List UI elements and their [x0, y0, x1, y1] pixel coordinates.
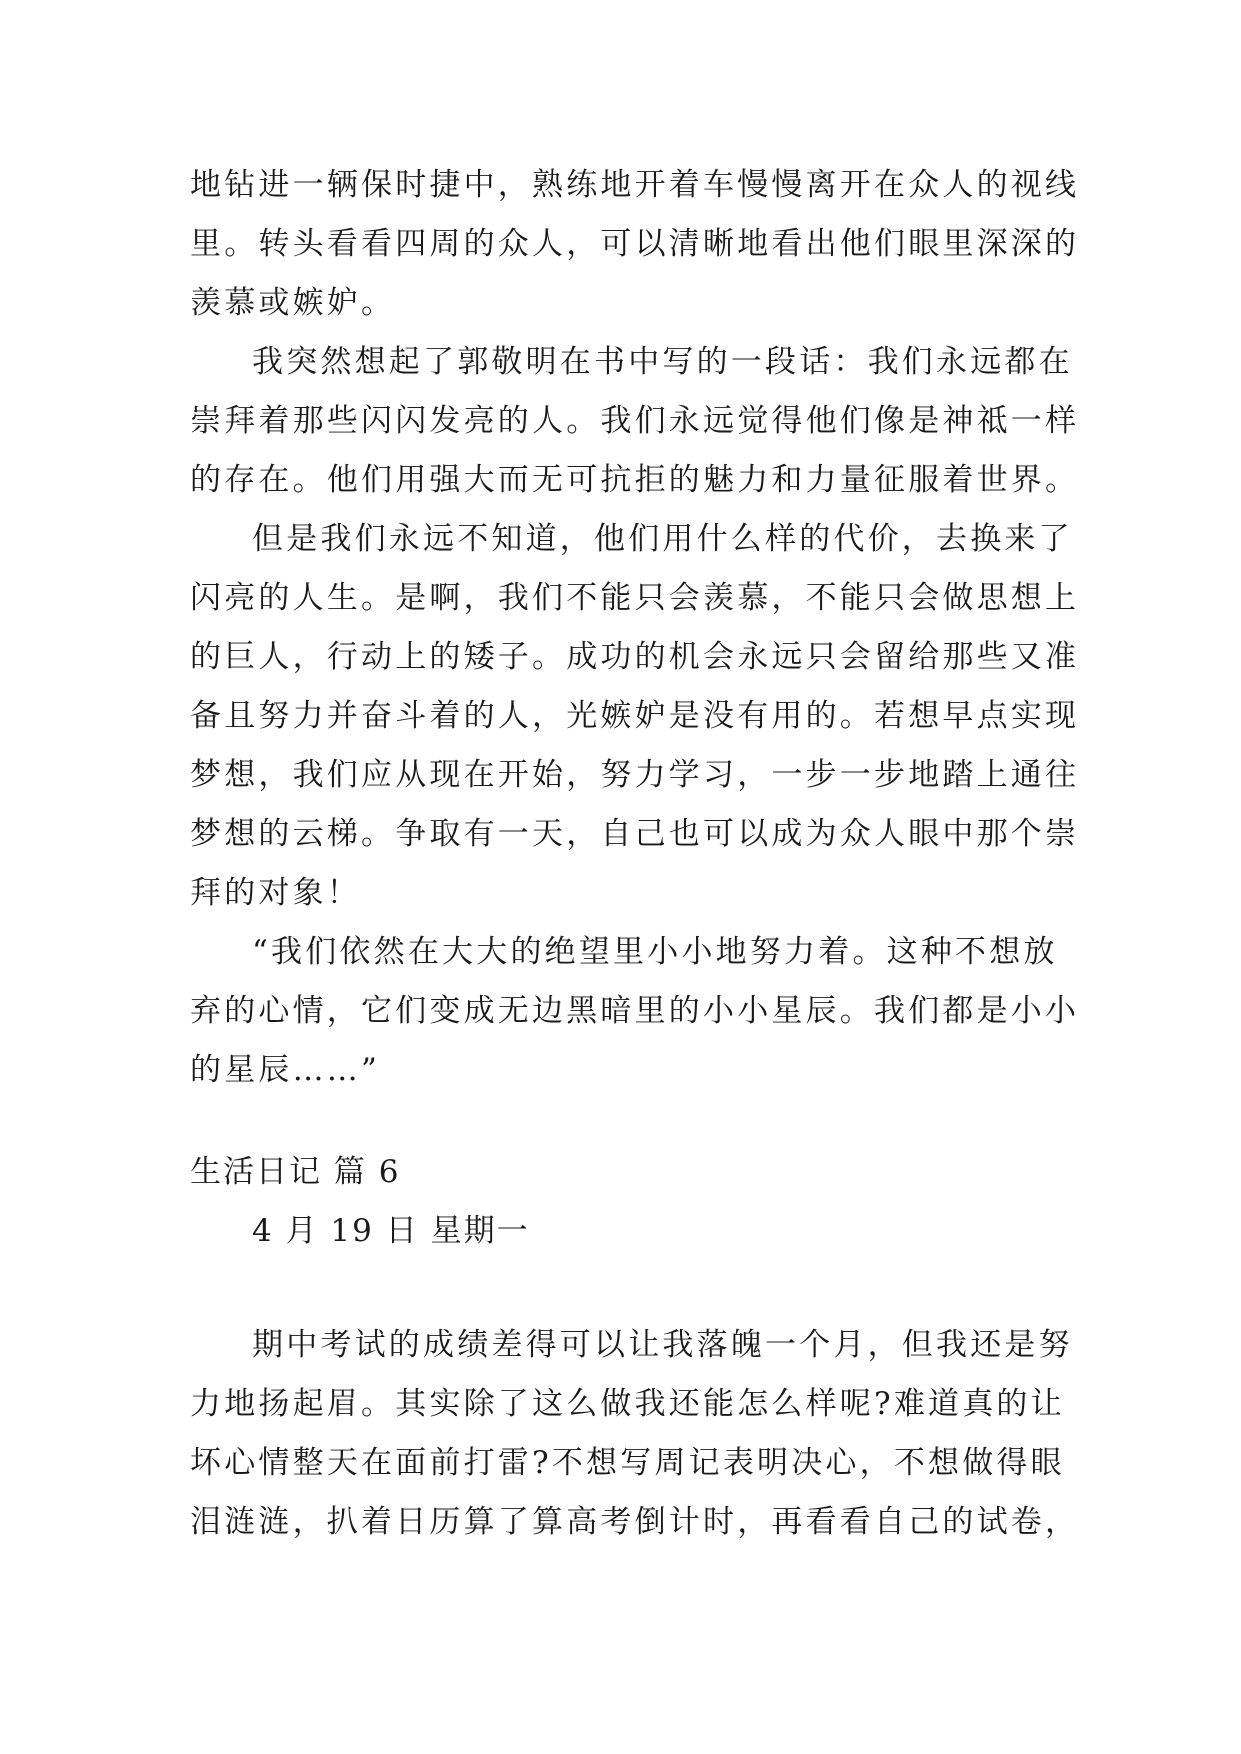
text-line: 的存在。他们用强大而无可抗拒的魅力和力量征服着世界。	[190, 462, 1080, 498]
text-line: 拜的对象！	[190, 875, 361, 911]
text-line: 备且努力并奋斗着的人，光嫉妒是没有用的。若想早点实现	[190, 698, 1080, 734]
paragraph-first-line: 我突然想起了郭敬明在书中写的一段话：我们永远都在	[252, 344, 1073, 380]
text-line: 梦想的云梯。争取有一天，自己也可以成为众人眼中那个崇	[190, 816, 1080, 852]
text-line: 崇拜着那些闪闪发亮的人。我们永远觉得他们像是神祗一样	[190, 403, 1080, 439]
text-line: 的巨人，行动上的矮子。成功的机会永远只会留给那些又准	[190, 639, 1080, 675]
diary-date: 4 月 19 日 星期一	[252, 1213, 530, 1249]
text-line: 弃的心情，它们变成无边黑暗里的小小星辰。我们都是小小	[190, 993, 1080, 1029]
text-line: 力地扬起眉。其实除了这么做我还能怎么样呢?难道真的让	[190, 1386, 1065, 1422]
quote-first-line: “我们依然在大大的绝望里小小地努力着。这种不想放	[252, 934, 1058, 970]
text-line: 地钻进一辆保时捷中，熟练地开着车慢慢离开在众人的视线	[190, 167, 1080, 203]
text-line: 闪亮的人生。是啊，我们不能只会羡慕，不能只会做思想上	[190, 580, 1080, 616]
section-heading: 生活日记 篇 6	[190, 1154, 401, 1190]
text-line: 泪涟涟，扒着日历算了算高考倒计时，再看看自己的试卷，	[190, 1504, 1080, 1540]
text-line: 梦想，我们应从现在开始，努力学习，一步一步地踏上通往	[190, 757, 1080, 793]
text-line: 坏心情整天在面前打雷?不想写周记表明决心，不想做得眼	[190, 1445, 1065, 1481]
paragraph-first-line: 但是我们永远不知道，他们用什么样的代价，去换来了	[252, 521, 1073, 557]
text-line: 里。转头看看四周的众人，可以清晰地看出他们眼里深深的	[190, 226, 1080, 262]
text-line: 的星辰……”	[190, 1052, 381, 1088]
text-line: 羡慕或嫉妒。	[190, 285, 396, 321]
paragraph-first-line: 期中考试的成绩差得可以让我落魄一个月，但我还是努	[252, 1327, 1073, 1363]
